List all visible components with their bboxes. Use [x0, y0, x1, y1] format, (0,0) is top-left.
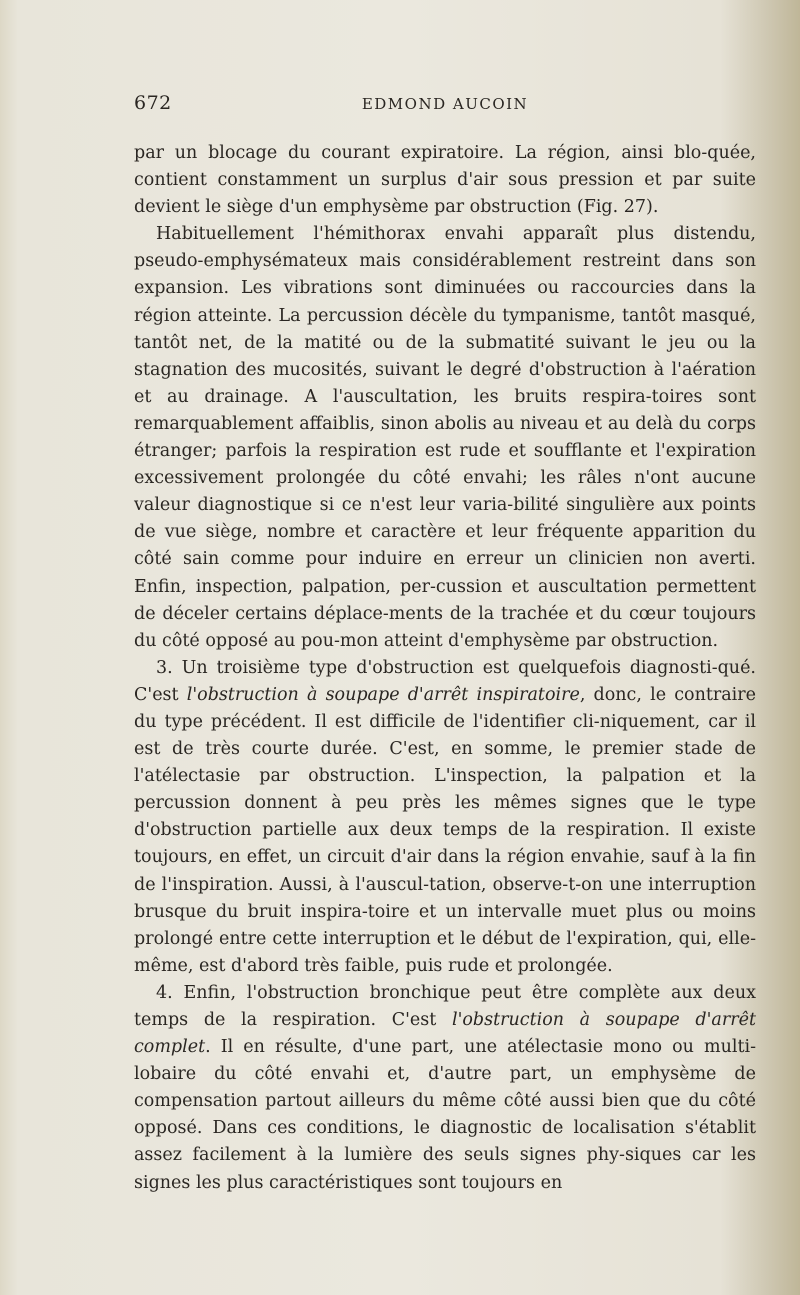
paragraph-3-emphasis: l'obstruction à soupape d'arrêt inspiratoire [186, 684, 580, 705]
paragraph-4 [134, 980, 756, 1197]
body-text [134, 140, 756, 1197]
paragraph-3-text-after: , donc, le contraire du type précédent. Il est difficile de l'identifier cli-niquement, car il est de très courte durée. C'est, en somme, le premier stade de l'atélectasie par obstruction. L'inspection, la palpation et la percussion donnent à peu près les mêmes signes que le type d'obstruction partielle aux deux temps de la respiration. Il existe toujours, en effet, un circuit d'air dans la région envahie, sauf à la fin de l'inspiration. Aussi, à l'auscul-tation, observe-t-on une interruption brusque du bruit inspira-toire et un intervalle muet plus ou moins prolongé entre cette interruption et le début de l'expiration, qui, elle-même, est d'abord très faible, puis rude et prolongée. [134, 684, 756, 976]
paragraph-4-text-after: . Il en résulte, d'une part, une atélectasie mono ou multi-lobaire du côté envahi et, d'autre part, un emphysème de compensation partout ailleurs du même côté aussi bien que du côté opposé. Dans ces conditions, le diagnostic de localisation s'établit assez facilement à la lumière des seuls signes phy-siques car les signes les plus caractéristiques sont toujours en [134, 1037, 756, 1193]
paragraph-4-text-before: 4. Enfin, l'obstruction bronchique peut être complète aux deux temps de la respiration. C'est [134, 982, 756, 1030]
running-head: EDMOND AUCOIN [361, 95, 529, 113]
paragraph-4-emphasis: l'obstruction à soupape d'arrêt complet [134, 1010, 756, 1058]
page-number: 672 [134, 92, 172, 114]
paragraph-2-text: Habituellement l'hémithorax envahi apparaît plus distendu, pseudo-emphysémateux mais considérablement restreint dans son expansion. Les vibrations sont diminuées ou raccourcies dans la région atteinte. La percussion décèle du tympanisme, tantôt masqué, tantôt net, de la matité ou de la submatité suivant le jeu ou la stagnation des mucosités, suivant le degré d'obstruction à l'aération et au drainage. A l'auscultation, les bruits respira-toires sont remarquablement affaiblis, sinon abolis au niveau et au delà du corps étranger; parfois la respiration est rude et soufflante et l'expiration excessivement prolongée du côté envahi; les râles n'ont aucune valeur diagnostique si ce n'est leur varia-bilité singulière aux points de vue siège, nombre et caractère et leur fréquente apparition du côté sain comme pour induire en erreur un clinicien non averti. Enfin, inspection, palpation, per-cussion et auscultation permettent de déceler certains déplace-ments de la trachée et du cœur toujours du côté opposé au pou-mon atteint d'emphysème par obstruction. [134, 224, 756, 651]
paragraph-2 [134, 221, 756, 655]
paragraph-1 [134, 140, 756, 221]
paragraph-3-text-before: 3. Un troisième type d'obstruction est quelquefois diagnosti-qué. C'est [134, 657, 756, 705]
paragraph-3 [134, 655, 756, 980]
paragraph-1-text: par un blocage du courant expiratoire. La région, ainsi blo-quée, contient constamment un surplus d'air sous pression et par suite devient le siège d'un emphysème par obstruction (Fig. 27). [134, 143, 756, 218]
page-header [134, 92, 756, 118]
